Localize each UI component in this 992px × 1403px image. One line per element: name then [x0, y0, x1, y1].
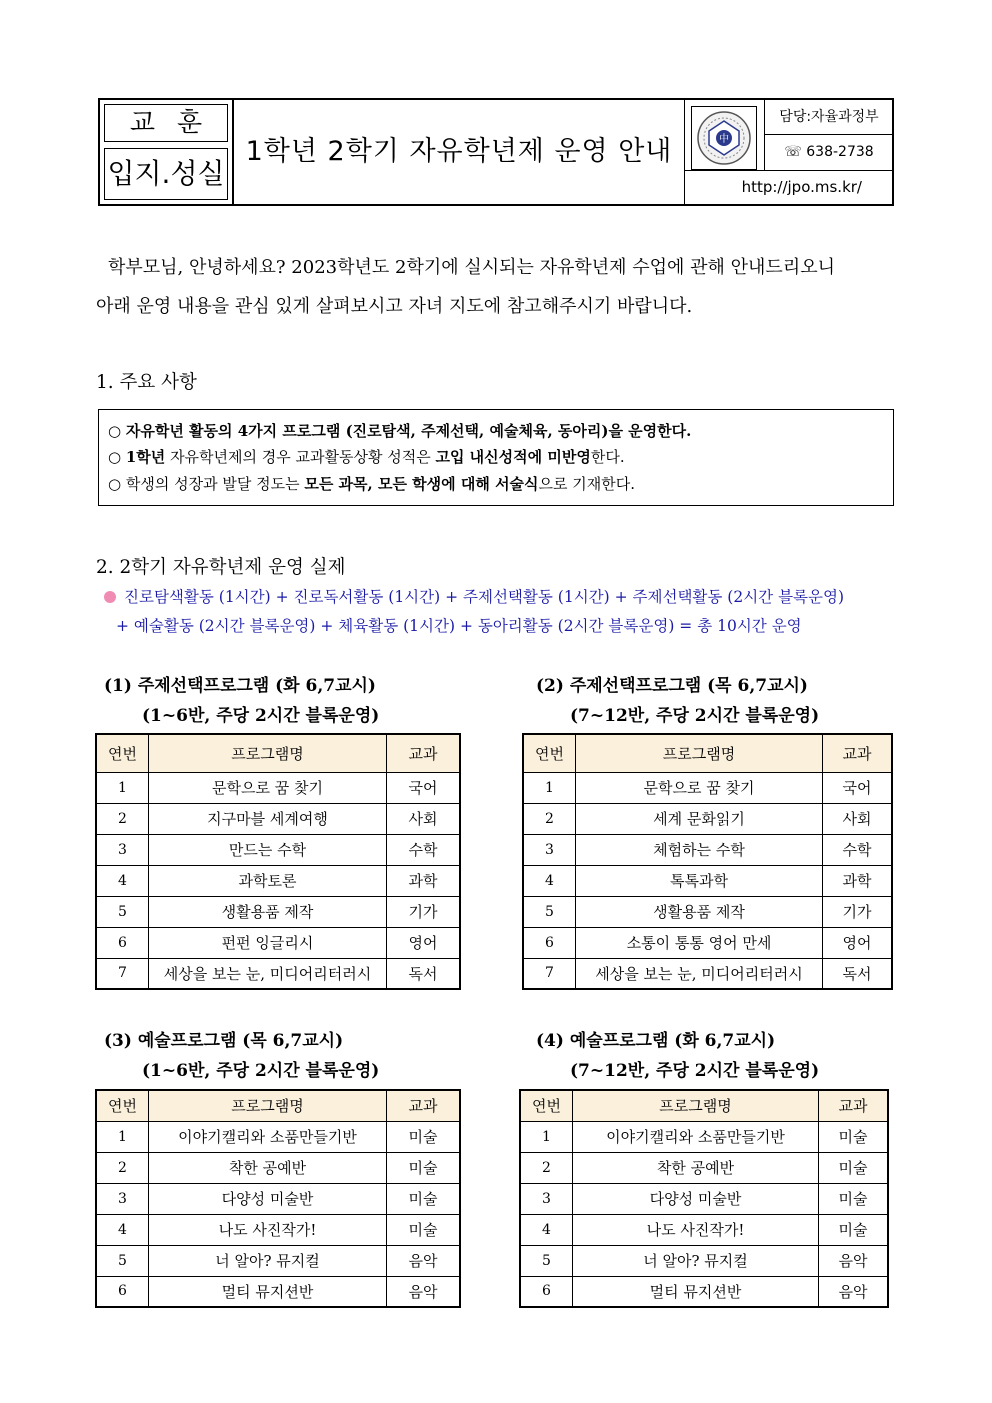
cell-subject: 사회 [387, 803, 461, 834]
key-point-3 [108, 473, 635, 494]
table3-title: (3) 예술프로그램 (목 6,7교시) [104, 1031, 344, 1051]
cell-name: 나도 사진작가! [149, 1214, 387, 1245]
cell-name: 이야기캘리와 소품만들기반 [149, 1121, 387, 1152]
table-row [523, 927, 892, 958]
table-row [96, 1245, 460, 1276]
table-row [96, 1121, 460, 1152]
cell-num: 2 [96, 803, 149, 834]
table-row [96, 1183, 460, 1214]
cell-subject: 음악 [819, 1276, 889, 1307]
table1-title: (1) 주제선택프로그램 (화 6,7교시) [104, 676, 376, 696]
cell-num: 2 [523, 803, 576, 834]
cell-subject: 수학 [823, 834, 893, 865]
cell-name: 다양성 미술반 [573, 1183, 819, 1214]
key-point-3-bold: 모든 과목, 모든 학생에 대해 서술식 [304, 475, 539, 493]
table-row [523, 896, 892, 927]
key-point-2-post: 한다. [590, 448, 625, 466]
schedule-line-1-text: 진로탐색활동 (1시간) + 진로독서활동 (1시간) + 주제선택활동 (1시간) + 주제선택활동 (2시간 블록운영) [124, 588, 845, 606]
cell-name: 나도 사진작가! [573, 1214, 819, 1245]
table-row [520, 1183, 888, 1214]
pink-bullet-icon [104, 591, 116, 603]
bullet-circle: ○ [108, 448, 122, 466]
table-row [520, 1121, 888, 1152]
column-header-num: 연번 [523, 734, 576, 772]
motto-text: 입지.성실 [104, 148, 228, 200]
program-table-3 [95, 1089, 461, 1308]
table-row [96, 927, 460, 958]
table-row [520, 1214, 888, 1245]
cell-name: 세상을 보는 눈, 미디어리터러시 [576, 958, 823, 989]
cell-subject: 국어 [823, 772, 893, 803]
table-row [523, 772, 892, 803]
school-url[interactable]: http://jpo.ms.kr/ [684, 170, 892, 204]
cell-subject: 기가 [823, 896, 893, 927]
section1-title: 1. 주요 사항 [96, 372, 197, 393]
cell-name: 너 알아? 뮤지컬 [573, 1245, 819, 1276]
table4-title: (4) 예술프로그램 (화 6,7교시) [536, 1031, 776, 1051]
cell-name: 세상을 보는 눈, 미디어리터러시 [149, 958, 387, 989]
cell-num: 3 [520, 1183, 573, 1214]
table-row [96, 1276, 460, 1307]
department: 담당:자율과정부 [765, 100, 893, 135]
program-table-1 [95, 733, 461, 990]
cell-name: 이야기캘리와 소품만들기반 [573, 1121, 819, 1152]
cell-num: 4 [96, 865, 149, 896]
cell-subject: 음악 [387, 1245, 461, 1276]
table-row [523, 834, 892, 865]
key-point-3-pre: 학생의 성장과 발달 정도는 [125, 475, 305, 493]
table-row [520, 1276, 888, 1307]
table-row [96, 1152, 460, 1183]
cell-subject: 기가 [387, 896, 461, 927]
phone-number: ☏ 638-2738 [784, 144, 874, 160]
cell-num: 6 [523, 927, 576, 958]
table-row [523, 803, 892, 834]
cell-num: 3 [523, 834, 576, 865]
cell-name: 생활용품 제작 [576, 896, 823, 927]
cell-subject: 독서 [387, 958, 461, 989]
table-row [96, 896, 460, 927]
table-header-row [520, 1090, 888, 1121]
cell-name: 너 알아? 뮤지컬 [149, 1245, 387, 1276]
cell-subject: 미술 [387, 1183, 461, 1214]
table2-subtitle: (7~12반, 주당 2시간 블록운영) [570, 706, 820, 726]
motto-label: 교훈 [104, 104, 228, 142]
table-row [96, 772, 460, 803]
cell-name: 문학으로 꿈 찾기 [149, 772, 387, 803]
cell-num: 1 [520, 1121, 573, 1152]
program-table-2 [522, 733, 893, 990]
cell-num: 5 [523, 896, 576, 927]
cell-name: 멀티 뮤지션반 [149, 1276, 387, 1307]
cell-subject: 영어 [823, 927, 893, 958]
cell-subject: 미술 [819, 1183, 889, 1214]
cell-num: 2 [520, 1152, 573, 1183]
key-point-2-bold-b: 고입 내신성적에 미반영 [435, 448, 591, 466]
intro-line-2: 아래 운영 내용을 관심 있게 살펴보시고 자녀 지도에 참고해주시기 바랍니다. [96, 296, 693, 317]
cell-num: 7 [96, 958, 149, 989]
cell-num: 1 [96, 772, 149, 803]
table3-subtitle: (1~6반, 주당 2시간 블록운영) [142, 1061, 380, 1081]
key-point-1-bold: 자유학년 활동의 4가지 프로그램 (진로탐색, 주제선택, 예술체육, 동아리)을 운영한다. [125, 422, 692, 440]
cell-name: 과학토론 [149, 865, 387, 896]
cell-num: 4 [96, 1214, 149, 1245]
table-row [96, 1214, 460, 1245]
info-column [764, 100, 893, 170]
program-table-4 [519, 1089, 889, 1308]
table-row [96, 958, 460, 989]
cell-subject: 국어 [387, 772, 461, 803]
cell-subject: 영어 [387, 927, 461, 958]
column-header-subject: 교과 [823, 734, 893, 772]
cell-name: 세계 문화읽기 [576, 803, 823, 834]
cell-num: 3 [96, 834, 149, 865]
column-header-num: 연번 [96, 734, 149, 772]
table1-subtitle: (1~6반, 주당 2시간 블록운영) [142, 706, 380, 726]
cell-num: 5 [96, 1245, 149, 1276]
page-title: 1학년 2학기 자유학년제 운영 안내 [245, 136, 673, 167]
logo-char: 中 [719, 134, 729, 145]
column-header-name: 프로그램명 [149, 734, 387, 772]
cell-name: 멀티 뮤지션반 [573, 1276, 819, 1307]
key-point-2-mid: 자유학년제의 경우 교과활동상황 성적은 [165, 448, 436, 466]
cell-name: 톡톡과학 [576, 865, 823, 896]
table-row [96, 834, 460, 865]
cell-subject: 미술 [819, 1121, 889, 1152]
bullet-circle: ○ [108, 475, 122, 493]
cell-subject: 음악 [387, 1276, 461, 1307]
cell-num: 1 [96, 1121, 149, 1152]
cell-name: 지구마블 세계여행 [149, 803, 387, 834]
cell-name: 펀펀 잉글리시 [149, 927, 387, 958]
cell-num: 1 [523, 772, 576, 803]
column-header-subject: 교과 [387, 734, 461, 772]
cell-subject: 미술 [387, 1121, 461, 1152]
cell-num: 2 [96, 1152, 149, 1183]
cell-num: 3 [96, 1183, 149, 1214]
cell-subject: 미술 [819, 1214, 889, 1245]
table-header-row [96, 734, 460, 772]
cell-num: 6 [96, 1276, 149, 1307]
cell-subject: 미술 [387, 1152, 461, 1183]
key-point-1 [108, 420, 691, 441]
cell-subject: 수학 [387, 834, 461, 865]
bullet-circle: ○ [108, 422, 122, 440]
cell-num: 4 [523, 865, 576, 896]
cell-name: 착한 공예반 [573, 1152, 819, 1183]
column-header-subject: 교과 [387, 1090, 461, 1121]
cell-name: 생활용품 제작 [149, 896, 387, 927]
schedule-line-2: + 예술활동 (2시간 블록운영) + 체육활동 (1시간) + 동아리활동 (2시간 블록운영) = 총 10시간 운영 [116, 617, 802, 635]
column-header-name: 프로그램명 [149, 1090, 387, 1121]
cell-subject: 음악 [819, 1245, 889, 1276]
cell-num: 6 [520, 1276, 573, 1307]
cell-num: 5 [520, 1245, 573, 1276]
cell-name: 문학으로 꿈 찾기 [576, 772, 823, 803]
school-logo-icon [692, 107, 756, 169]
table-row [523, 958, 892, 989]
cell-subject: 과학 [387, 865, 461, 896]
table-header-row [96, 1090, 460, 1121]
table4-subtitle: (7~12반, 주당 2시간 블록운영) [570, 1061, 820, 1081]
column-header-num: 연번 [520, 1090, 573, 1121]
key-points-box [98, 409, 894, 506]
column-header-subject: 교과 [819, 1090, 889, 1121]
intro-line-1: 학부모님, 안녕하세요? 2023학년도 2학기에 실시되는 자유학년제 수업에 관해 안내드리오니 [108, 257, 835, 278]
cell-name: 소통이 통통 영어 만세 [576, 927, 823, 958]
column-header-name: 프로그램명 [576, 734, 823, 772]
cell-subject: 미술 [387, 1214, 461, 1245]
section2-title: 2. 2학기 자유학년제 운영 실제 [96, 557, 346, 578]
key-point-3-mid: 으로 기재한다. [538, 475, 636, 493]
cell-name: 다양성 미술반 [149, 1183, 387, 1214]
cell-subject: 독서 [823, 958, 893, 989]
table-row [523, 865, 892, 896]
document-header [98, 98, 894, 206]
table-row [96, 803, 460, 834]
cell-name: 착한 공예반 [149, 1152, 387, 1183]
schedule-line-1 [104, 585, 844, 607]
column-header-name: 프로그램명 [573, 1090, 819, 1121]
cell-subject: 과학 [823, 865, 893, 896]
key-point-2-bold-a: 1학년 [125, 448, 166, 466]
cell-subject: 사회 [823, 803, 893, 834]
cell-name: 만드는 수학 [149, 834, 387, 865]
column-header-num: 연번 [96, 1090, 149, 1121]
table-row [520, 1152, 888, 1183]
table2-title: (2) 주제선택프로그램 (목 6,7교시) [536, 676, 808, 696]
cell-num: 4 [520, 1214, 573, 1245]
cell-subject: 미술 [819, 1152, 889, 1183]
cell-num: 7 [523, 958, 576, 989]
cell-name: 체험하는 수학 [576, 834, 823, 865]
key-point-2 [108, 446, 625, 467]
motto-column [100, 100, 234, 204]
cell-num: 5 [96, 896, 149, 927]
table-header-row [523, 734, 892, 772]
table-row [96, 865, 460, 896]
cell-num: 6 [96, 927, 149, 958]
table-row [520, 1245, 888, 1276]
school-logo-frame [691, 106, 757, 170]
